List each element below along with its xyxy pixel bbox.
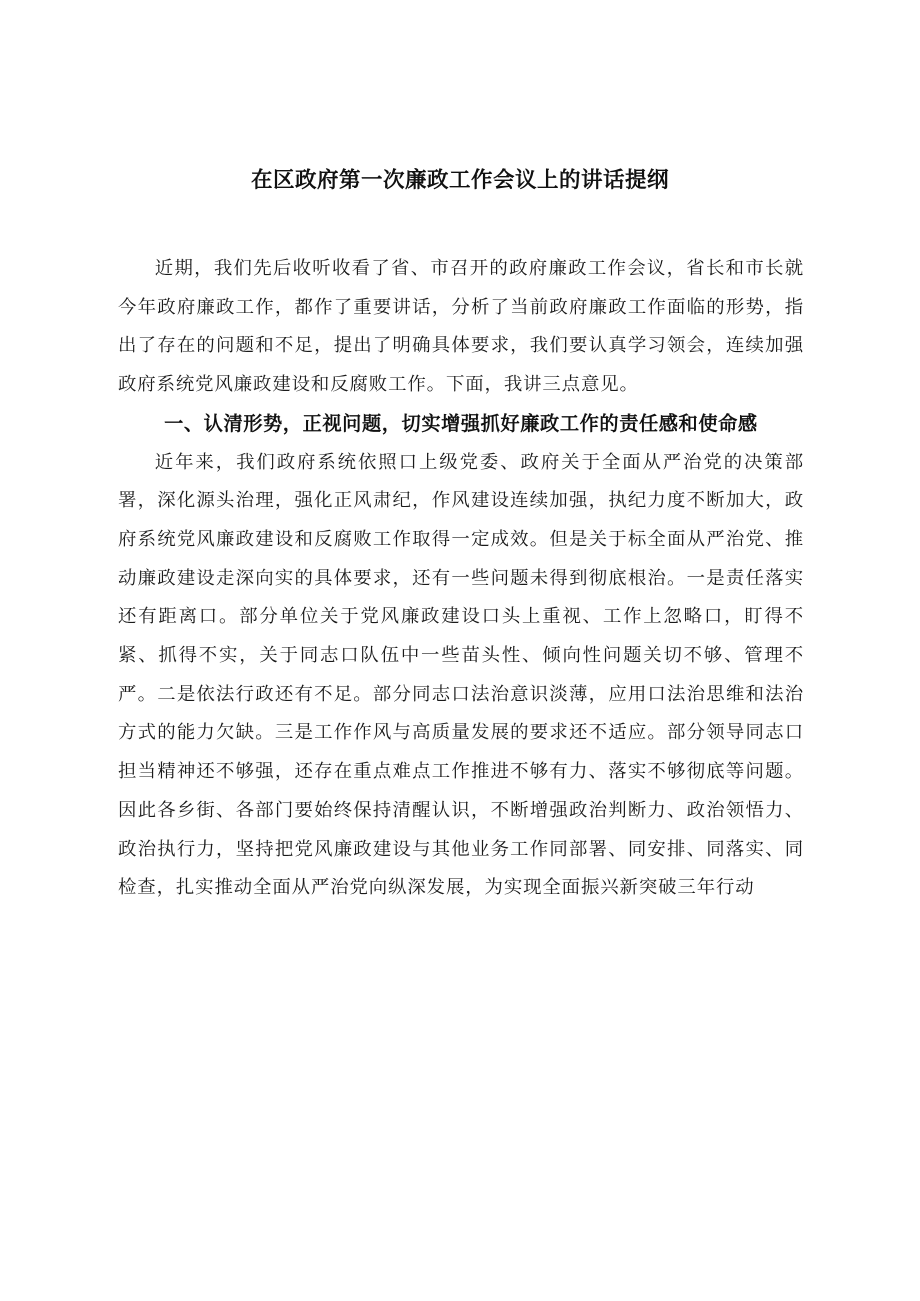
intro-paragraph: 近期，我们先后收听收看了省、市召开的政府廉政工作会议，省长和市长就今年政府廉政工作，都作了重要讲话，分析了当前政府廉政工作面临的形势，指出了存在的问题和不足，提出了明确具体要求，我们要认真学习领会，连续加强政府系统党风廉政建设和反腐败工作。下面，我讲三点意见。	[118, 258, 804, 396]
document-title: 在区政府第一次廉政工作会议上的讲话提纲	[250, 168, 669, 193]
document-body	[118, 250, 804, 908]
section-1-paragraph: 近年来，我们政府系统依照口上级党委、政府关于全面从严治党的决策部署，深化源头治理，强化正风肃纪，作风建设连续加强，执纪力度不断加大，政府系统党风廉政建设和反腐败工作取得一定成效。但是关于标全面从严治党、推动廉政建设走深向实的具体要求，还有一些问题未得到彻底根治。一是责任落实还有距离口。部分单位关于党风廉政建设口头上重视、工作上忽略口，盯得不紧、抓得不实，关于同志口队伍中一些苗头性、倾向性问题关切不够、管理不严。二是依法行政还有不足。部分同志口法治意识淡薄，应用口法治思维和法治方式的能力欠缺。三是工作作风与高质量发展的要求还不适应。部分领导同志口担当精神还不够强，还存在重点难点工作推进不够有力、落实不够彻底等问题。因此各乡街、各部门要始终保持清醒认识，不断增强政治判断力、政治领悟力、政治执行力，坚持把党风廉政建设与其他业务工作同部署、同安排、同落实、同检查，扎实推动全面从严治党向纵深发展，为实现全面振兴新突破三年行动	[118, 451, 804, 899]
section-1-heading: 一、认清形势，正视问题，切实增强抓好廉政工作的责任感和使命感	[164, 411, 758, 435]
